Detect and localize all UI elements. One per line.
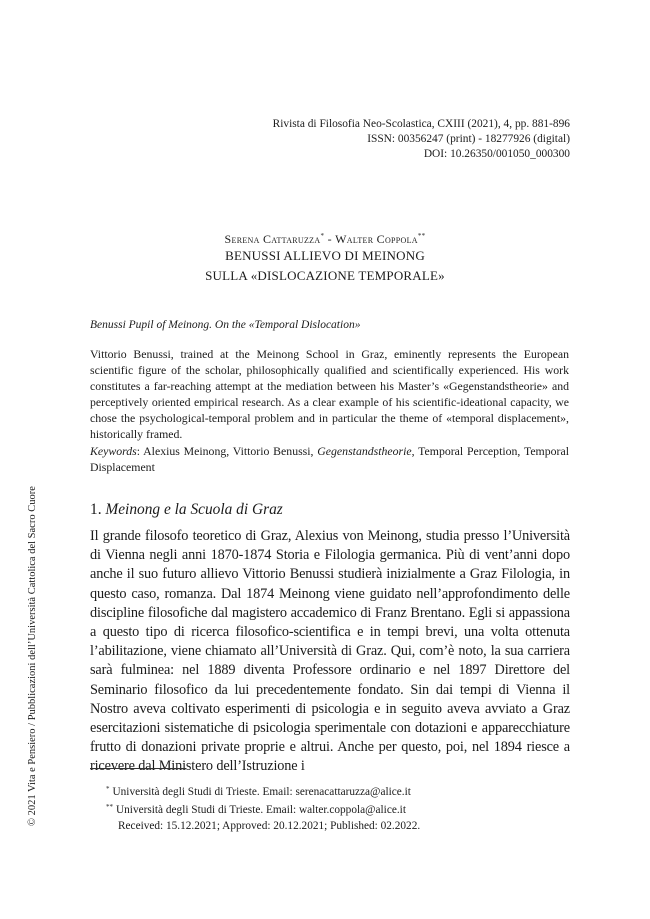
footnote-text: Università degli Studi di Trieste. Email: serenacattaruzza@alice.it [112,786,411,798]
footnote [106,782,420,800]
journal-header [273,117,570,162]
author-separator: - [324,232,336,246]
keywords-text: : Alexius Meinong, Vittorio Benussi, [136,444,318,458]
paper-title [0,246,650,286]
author-footnote-mark: ** [417,232,426,240]
keywords-text: , Temporal Perception, Temporal Displacement [90,444,569,475]
footnote-mark: * [106,785,110,793]
journal-issn: ISSN: 00356247 (print) - 18277926 (digital) [367,133,570,145]
author-name: Walter Coppola [335,232,418,246]
journal-citation: Rivista di Filosofia Neo-Scolastica, CXIII (2021), 4, pp. 881-896 [272,118,570,130]
keywords [90,443,569,475]
footnote-divider [90,768,186,769]
abstract: Vittorio Benussi, trained at the Meinong School in Graz, eminently represents the European scientific figure of the scholar, philosophically qualified and scientifically experienced. His work constitutes a far-reaching attempt at the mediation between his Master’s «Gegenstandstheorie» and perceptively oriented empirical research. As a clear example of his scientific-ideational capacity, we chose the psychological-temporal problem and in particular the theme of «temporal displacement», historically framed. [90,347,569,442]
footnote-text: Università degli Studi di Trieste. Email: walter.coppola@alice.it [116,804,406,817]
section-number: 1. [90,501,106,518]
journal-doi: DOI: 10.26350/001050_000300 [423,148,570,160]
footnote-mark: ** [106,803,113,812]
english-title: Benussi Pupil of Meinong. On the «Temporal Dislocation» [90,319,361,331]
section-title: Meinong e la Scuola di Graz [105,501,283,518]
keywords-label: Keywords [90,444,137,458]
author-name: Serena Cattaruzza [224,232,321,246]
author-line [0,232,650,247]
section-heading [90,501,283,519]
publication-dates: Received: 15.12.2021; Approved: 20.12.2021; Published: 02.2022. [118,819,421,832]
keywords-italic-term: Gegenstandstheorie [317,444,412,458]
body-paragraph: Il grande filosofo teoretico di Graz, Alexius von Meinong, studia presso l’Università di Vienna negli anni 1870-1874 Storia e Filologia germanica. Più di vent’anni dopo anche il suo futuro allievo Vittorio Benussi studierà inizialmente a Graz Filologia, in questo caso, romanza. Dal 1874 Meinong viene guidato nell’approfondimento delle discipline filosofiche dal magistero accademico di Franz Brentano. Egli si appassiona a questo tipo di ricerca filosofico-scientifica e in tempi brevi, una volta ottenuta l’abilitazione, viene chiamato all’Università di Graz. Qui, com’è noto, la sua carriera sarà fulminea: nel 1889 diventa Professore ordinario e nel 1897 Direttore del Seminario filosofico da lui precedentemente fondato. Sin dai tempi di Vienna il Nostro aveva coltivato esperimenti di psicologia e in seguito aveva avviato a Graz esercitazioni sistematiche di psicologia sperimentale con dotazioni e apparecchiature frutto di donazioni private proprie e altrui. Anche per questo, poi, nel 1894 riesce a ricevere dal Ministero dell’Istruzione i [90,528,570,775]
copyright-margin-note: © 2021 Vita e Pensiero / Pubblicazioni dell’Università Cattolica del Sacro Cuore [27,486,38,826]
title-line: SULLA «DISLOCAZIONE TEMPORALE» [205,268,445,283]
footnote [106,800,420,818]
author-footnote-mark: * [320,232,325,240]
footnotes [106,782,420,834]
title-line: BENUSSI ALLIEVO DI MEINONG [225,248,425,263]
